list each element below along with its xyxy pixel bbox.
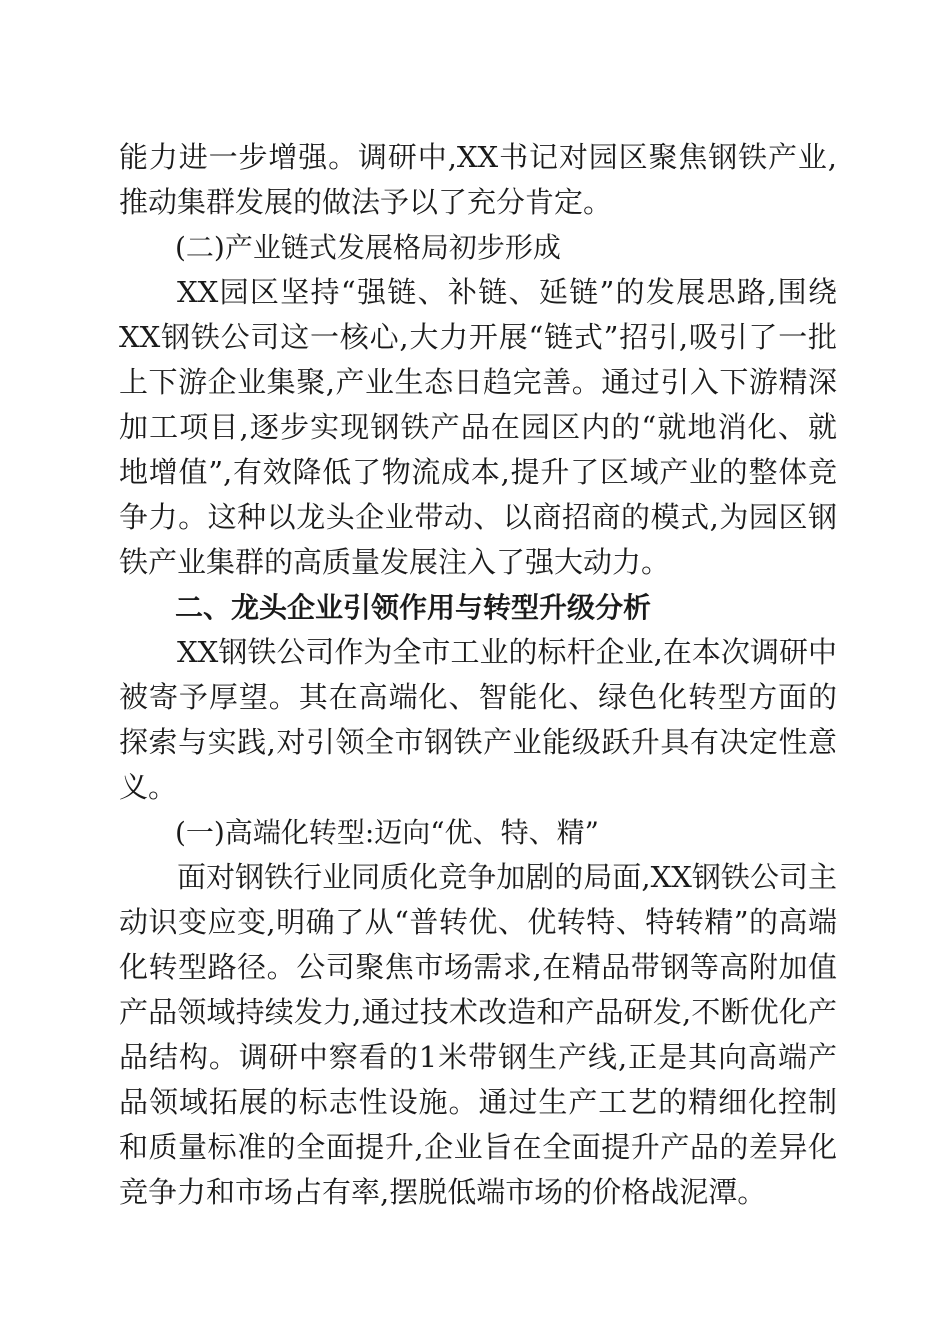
section-1-2-paragraph: XX园区坚持“强链、补链、延链”的发展思路,围绕XX钢铁公司这一核心,大力开展“链式”招引,吸引了一批上下游企业集聚,产业生态日趋完善。通过引入下游精深加工项目,逐步实现钢铁产品在园区内的“就地消化、就地增值”,有效降低了物流成本,提升了区域产业的整体竞争力。这种以龙头企业带动、以商招商的模式,为园区钢铁产业集群的高质量发展注入了强大动力。 [119, 275, 837, 579]
section-2-1-heading: (一)高端化转型:迈向“优、特、精” [175, 816, 599, 849]
section-2-1-paragraph: 面对钢铁行业同质化竞争加剧的局面,XX钢铁公司主动识变应变,明确了从“普转优、优转特、特转精”的高端化转型路径。公司聚焦市场需求,在精品带钢等高附加值产品领域持续发力,通过技术改造和产品研发,不断优化产品结构。调研中察看的1米带钢生产线,正是其向高端产品领域拓展的标志性设施。通过生产工艺的精细化控制和质量标准的全面提升,企业旨在全面提升产品的差异化竞争力和市场占有率,摆脱低端市场的价格战泥潭。 [119, 860, 837, 1209]
document-body [119, 135, 837, 1215]
section-2-intro-paragraph: XX钢铁公司作为全市工业的标杆企业,在本次调研中被寄予厚望。其在高端化、智能化、绿色化转型方面的探索与实践,对引领全市钢铁产业能级跃升具有决定性意义。 [119, 635, 837, 804]
section-2-heading: 二、龙头企业引领作用与转型升级分析 [175, 591, 652, 624]
section-1-2-heading: (二)产业链式发展格局初步形成 [175, 231, 561, 264]
continued-paragraph: 能力进一步增强。调研中,XX书记对园区聚焦钢铁产业,推动集群发展的做法予以了充分肯定。 [119, 140, 837, 219]
